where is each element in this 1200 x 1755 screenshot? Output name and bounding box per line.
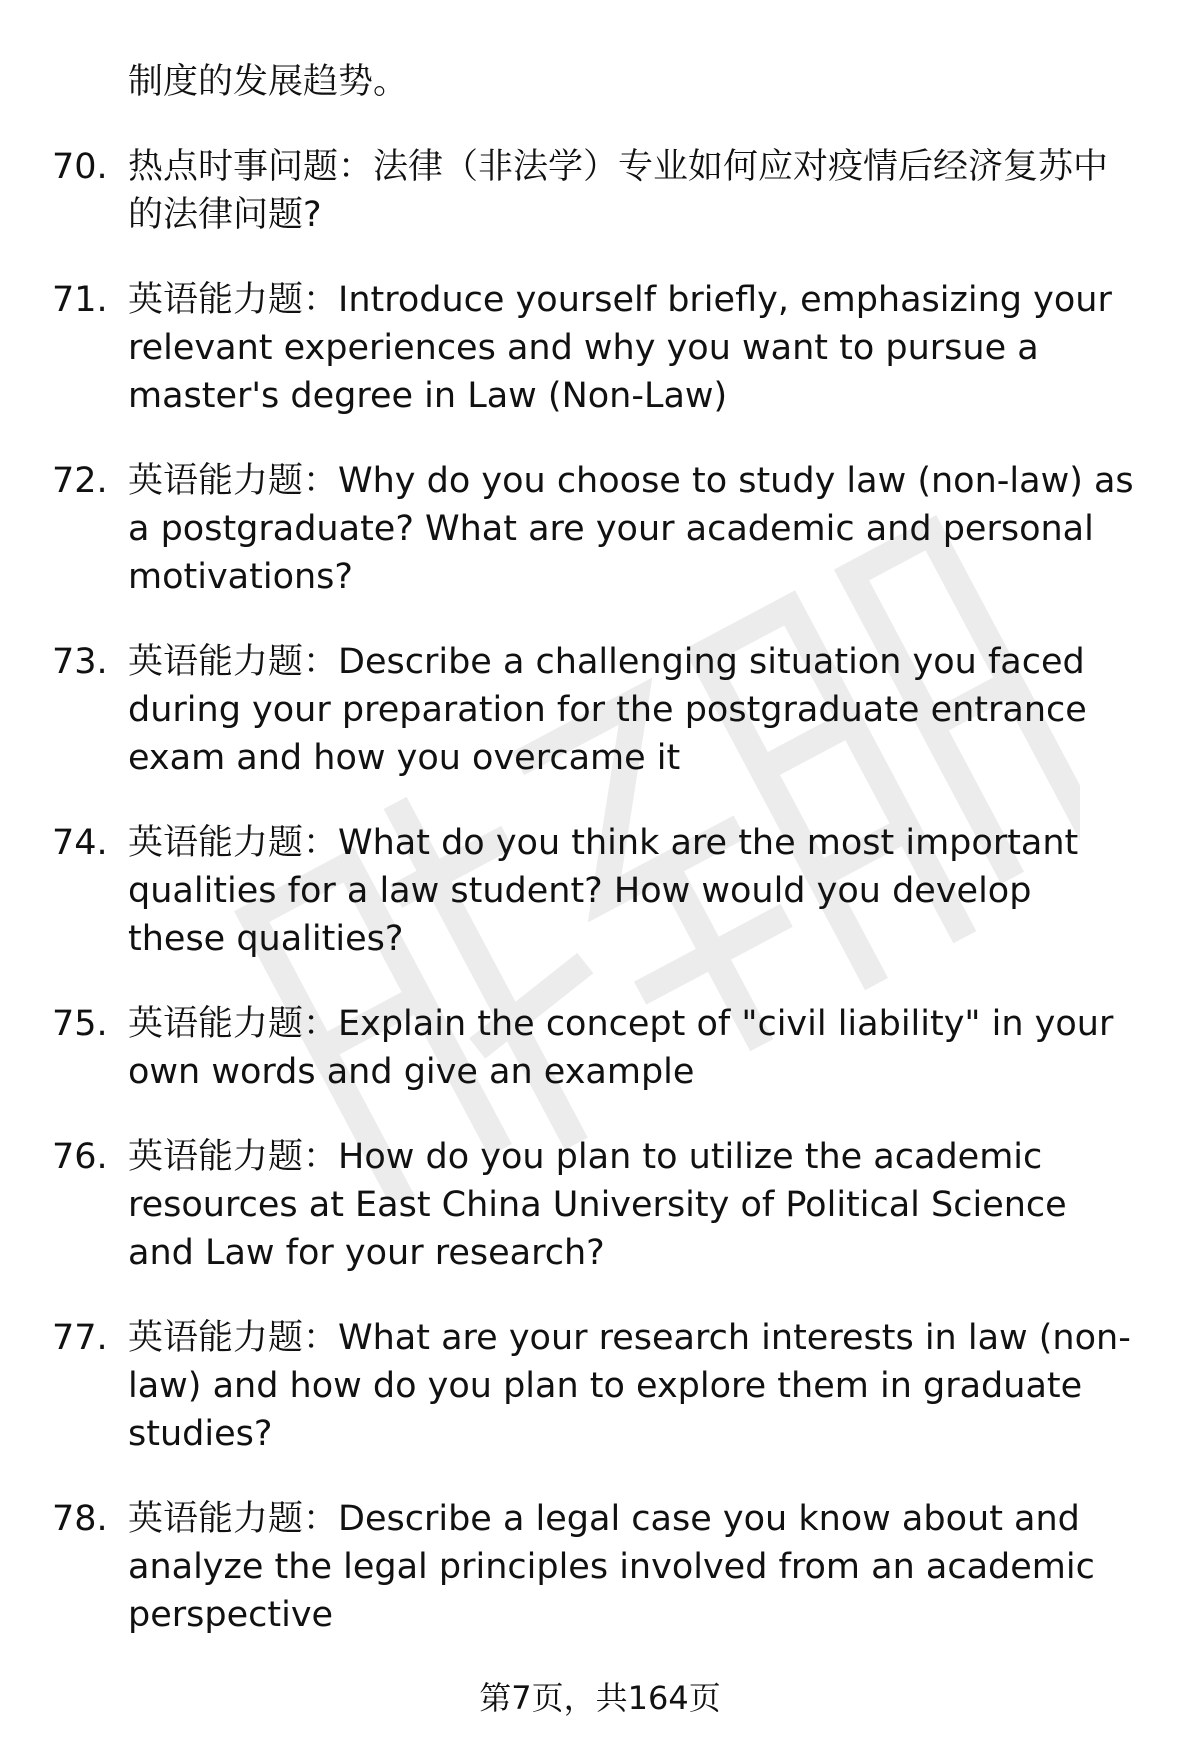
question-number: 72. — [52, 461, 108, 501]
question-number: 74. — [52, 823, 108, 863]
question-item — [0, 276, 1200, 420]
question-item — [0, 457, 1200, 601]
question-text: 英语能力题：Describe a legal case you know about and analyze the legal principles involved from an academic perspective — [128, 1499, 1095, 1635]
question-item — [0, 143, 1200, 239]
question-item — [0, 1000, 1200, 1096]
question-item — [0, 819, 1200, 963]
question-number: 71. — [52, 280, 108, 320]
question-item — [0, 638, 1200, 782]
question-text: 热点时事问题：法律（非法学）专业如何应对疫情后经济复苏中的法律问题? — [128, 147, 1109, 235]
question-text: 英语能力题：Describe a challenging situation you faced during your preparation for the postgraduate entrance exam and how you overcame it — [128, 642, 1087, 778]
question-number: 73. — [52, 642, 108, 682]
question-text: 英语能力题：Why do you choose to study law (non-law) as a postgraduate? What are your academic and personal motivations? — [128, 461, 1134, 597]
question-number: 77. — [52, 1318, 108, 1358]
question-text: 英语能力题：What are your research interests in law (non-law) and how do you plan to explore them in graduate studies? — [128, 1318, 1131, 1454]
question-text: 英语能力题：Introduce yourself briefly, emphasizing your relevant experiences and why you want to pursue a master's degree in Law (Non-Law) — [128, 280, 1112, 416]
question-text: 英语能力题：Explain the concept of "civil liability" in your own words and give an example — [128, 1004, 1114, 1092]
question-item — [0, 1133, 1200, 1277]
page-number-footer: 第7页，共164页 — [479, 1679, 721, 1717]
question-text: 英语能力题：What do you think are the most important qualities for a law student? How would you develop these qualities? — [128, 823, 1079, 959]
question-number: 76. — [52, 1137, 108, 1177]
question-number: 70. — [52, 147, 108, 187]
question-number: 75. — [52, 1004, 108, 1044]
continuation-text: 制度的发展趋势。 — [128, 62, 409, 102]
question-text: 英语能力题：How do you plan to utilize the academic resources at East China University of Political Science and Law for your research? — [128, 1137, 1067, 1273]
question-number: 78. — [52, 1499, 108, 1539]
question-item — [0, 1495, 1200, 1639]
question-item — [0, 1314, 1200, 1458]
question-list — [0, 143, 1200, 1676]
